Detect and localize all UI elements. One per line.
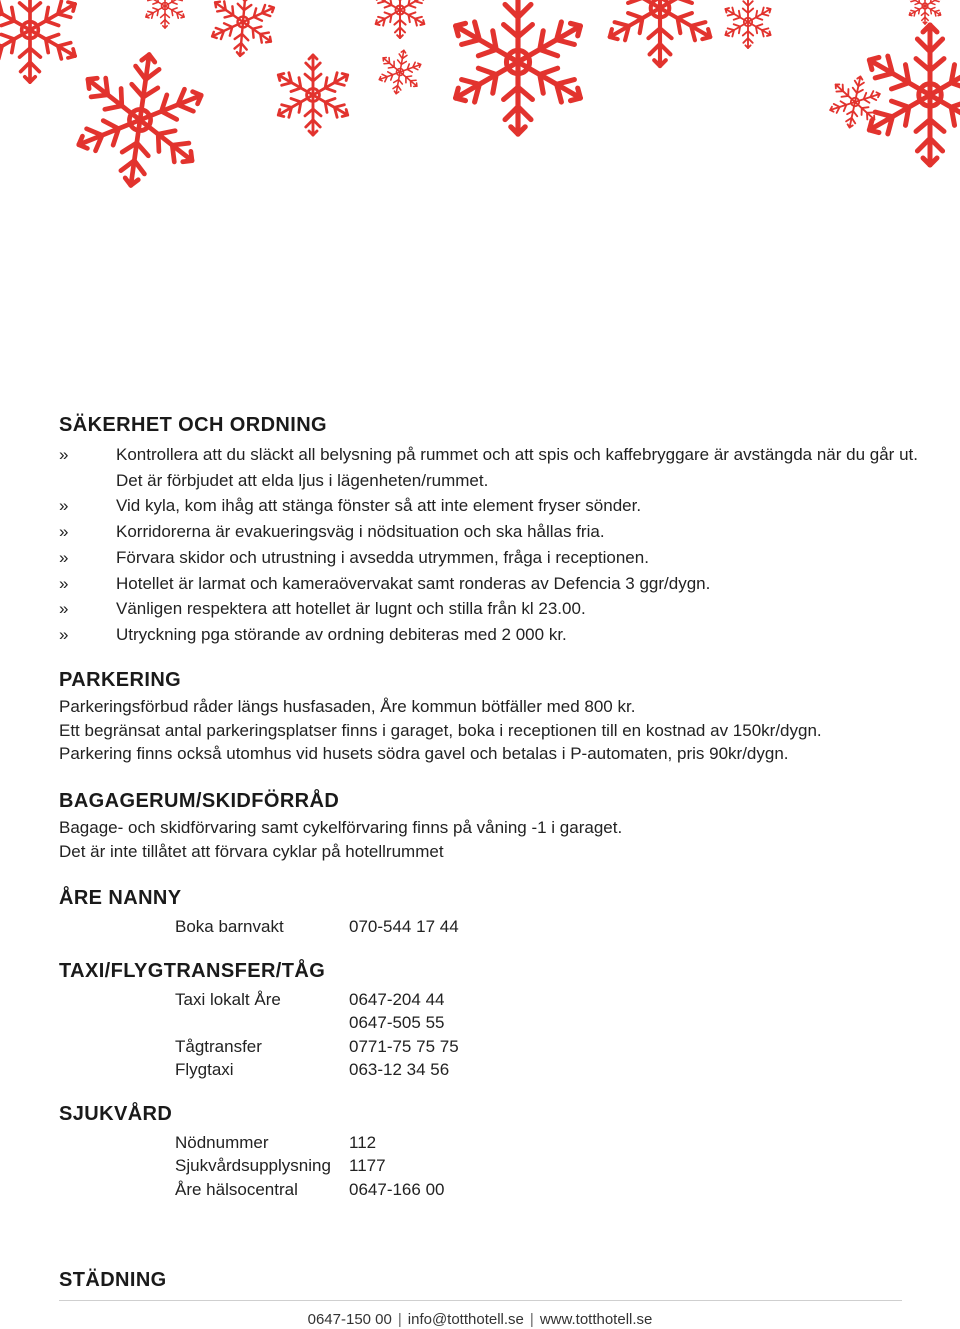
list-item: » Kontrollera att du släckt all belysning på rummet och att spis och kaffebryggare är avstängda när du går ut. Det är förbjudet att elda ljus i lägenheten/rummet. bbox=[59, 442, 919, 493]
snowflake-icon bbox=[908, 0, 943, 24]
footer-separator: | bbox=[529, 1311, 534, 1328]
section-heading: BAGAGERUM/SKIDFÖRRÅD bbox=[59, 790, 340, 812]
footer-phone: 0647-150 00 bbox=[307, 1311, 392, 1328]
contact-table bbox=[175, 988, 459, 1081]
footer-email[interactable]: info@totthotell.se bbox=[407, 1311, 524, 1328]
contact-row bbox=[175, 1058, 459, 1081]
snowflake-icon bbox=[375, 47, 424, 98]
contact-label bbox=[175, 1011, 349, 1034]
contact-number: 0771-75 75 75 bbox=[349, 1036, 459, 1056]
text-line: Ett begränsat antal parkeringsplatser finns i garaget, boka i receptionen till en kostnad av 150kr/dygn. bbox=[59, 720, 822, 740]
bullet-mark: » bbox=[59, 522, 69, 542]
contact-number: 063-12 34 56 bbox=[349, 1059, 450, 1079]
list-item: » Utryckning pga störande av ordning debiteras med 2 000 kr. bbox=[59, 622, 919, 648]
contact-row bbox=[175, 1131, 444, 1154]
contact-row bbox=[175, 1035, 459, 1058]
snowflake-icon bbox=[0, 0, 80, 82]
contact-label: Åre hälsocentral bbox=[175, 1179, 298, 1199]
bullet-mark: » bbox=[59, 573, 69, 593]
contact-label: Taxi lokalt Åre bbox=[175, 990, 281, 1009]
contact-number: 1177 bbox=[349, 1156, 386, 1176]
footer bbox=[0, 1311, 960, 1328]
section-heading: PARKERING bbox=[59, 669, 182, 691]
bullet-list bbox=[59, 442, 919, 648]
bullet-mark: » bbox=[59, 445, 69, 464]
section-heading: SJUKVÅRD bbox=[59, 1103, 173, 1125]
contact-row bbox=[175, 1011, 459, 1034]
contact-label: Sjukvårdsupplysning bbox=[175, 1156, 331, 1176]
footer-separator: | bbox=[397, 1311, 402, 1328]
list-item: » Förvara skidor och utrustning i avsedda utrymmen, fråga i receptionen. bbox=[59, 545, 919, 571]
bullet-mark: » bbox=[59, 599, 69, 619]
text-line: Det är inte tillåtet att förvara cyklar på hotellrummet bbox=[59, 841, 444, 861]
snowflake-banner bbox=[0, 0, 960, 230]
contact-label: Boka barnvakt bbox=[175, 917, 284, 936]
text-line: Bagage- och skidförvaring samt cykelförvaring finns på våning -1 i garaget. bbox=[59, 818, 623, 837]
section-heading: TAXI/FLYGTRANSFER/TÅG bbox=[59, 960, 326, 982]
section-sakerhet bbox=[59, 412, 919, 648]
bullet-mark: » bbox=[59, 496, 69, 516]
section-bagagerum bbox=[59, 788, 919, 863]
text-line: Parkeringsförbud råder längs husfasaden, Åre kommun bötfäller med 800 kr. bbox=[59, 697, 636, 716]
snowflake-icon bbox=[68, 46, 213, 194]
contact-number: 0647-204 44 bbox=[349, 990, 445, 1009]
contact-row bbox=[175, 915, 459, 938]
contact-number: 0647-166 00 bbox=[349, 1179, 445, 1199]
section-heading: SÄKERHET OCH ORDNING bbox=[59, 414, 328, 436]
contact-number: 0647-505 55 bbox=[349, 1013, 445, 1033]
contact-number: 112 bbox=[349, 1133, 377, 1152]
list-item: » Korridorerna är evakueringsväg i nödsituation och ska hållas fria. bbox=[59, 519, 919, 545]
contact-row bbox=[175, 1154, 444, 1177]
paragraph bbox=[59, 695, 919, 766]
contact-row bbox=[175, 1178, 444, 1201]
section-taxi bbox=[59, 958, 919, 1081]
snowflake-icon bbox=[373, 0, 427, 38]
text-line: Parkering finns också utomhus vid husets södra gavel och betalas i P-automaten, pris 90kr/dygn. bbox=[59, 744, 789, 763]
section-parkering bbox=[59, 667, 919, 766]
snowflake-icon bbox=[207, 0, 278, 59]
list-item: » Hotellet är larmat och kameraövervakat samt ronderas av Defencia 3 ggr/dygn. bbox=[59, 571, 919, 597]
snowflake-icon bbox=[144, 0, 187, 28]
section-sjukvard bbox=[59, 1101, 919, 1201]
bullet-mark: » bbox=[59, 547, 69, 567]
section-heading: ÅRE NANNY bbox=[59, 887, 182, 909]
paragraph bbox=[59, 816, 919, 863]
snowflake-icon bbox=[448, 0, 587, 134]
section-stadning bbox=[59, 1267, 919, 1293]
snowflake-icon bbox=[604, 0, 716, 66]
footer-divider bbox=[59, 1300, 902, 1301]
bullet-mark: » bbox=[59, 624, 69, 644]
contact-label: Tågtransfer bbox=[175, 1036, 262, 1056]
list-item: » Vänligen respektera att hotellet är lugnt och stilla från kl 23.00. bbox=[59, 596, 919, 622]
section-are-nanny bbox=[59, 885, 919, 938]
footer-website[interactable]: www.totthotell.se bbox=[539, 1311, 653, 1328]
section-heading: STÄDNING bbox=[59, 1269, 167, 1291]
list-item: » Vid kyla, kom ihåg att stänga fönster så att inte element fryser sönder. bbox=[59, 493, 919, 519]
contact-table bbox=[175, 915, 459, 938]
contact-row bbox=[175, 988, 459, 1011]
snowflake-icon bbox=[723, 0, 773, 48]
contact-number: 070-544 17 44 bbox=[349, 917, 459, 936]
contact-label: Nödnummer bbox=[175, 1133, 269, 1152]
contact-table bbox=[175, 1131, 444, 1201]
contact-label: Flygtaxi bbox=[175, 1059, 234, 1079]
snowflake-icon bbox=[274, 55, 351, 135]
